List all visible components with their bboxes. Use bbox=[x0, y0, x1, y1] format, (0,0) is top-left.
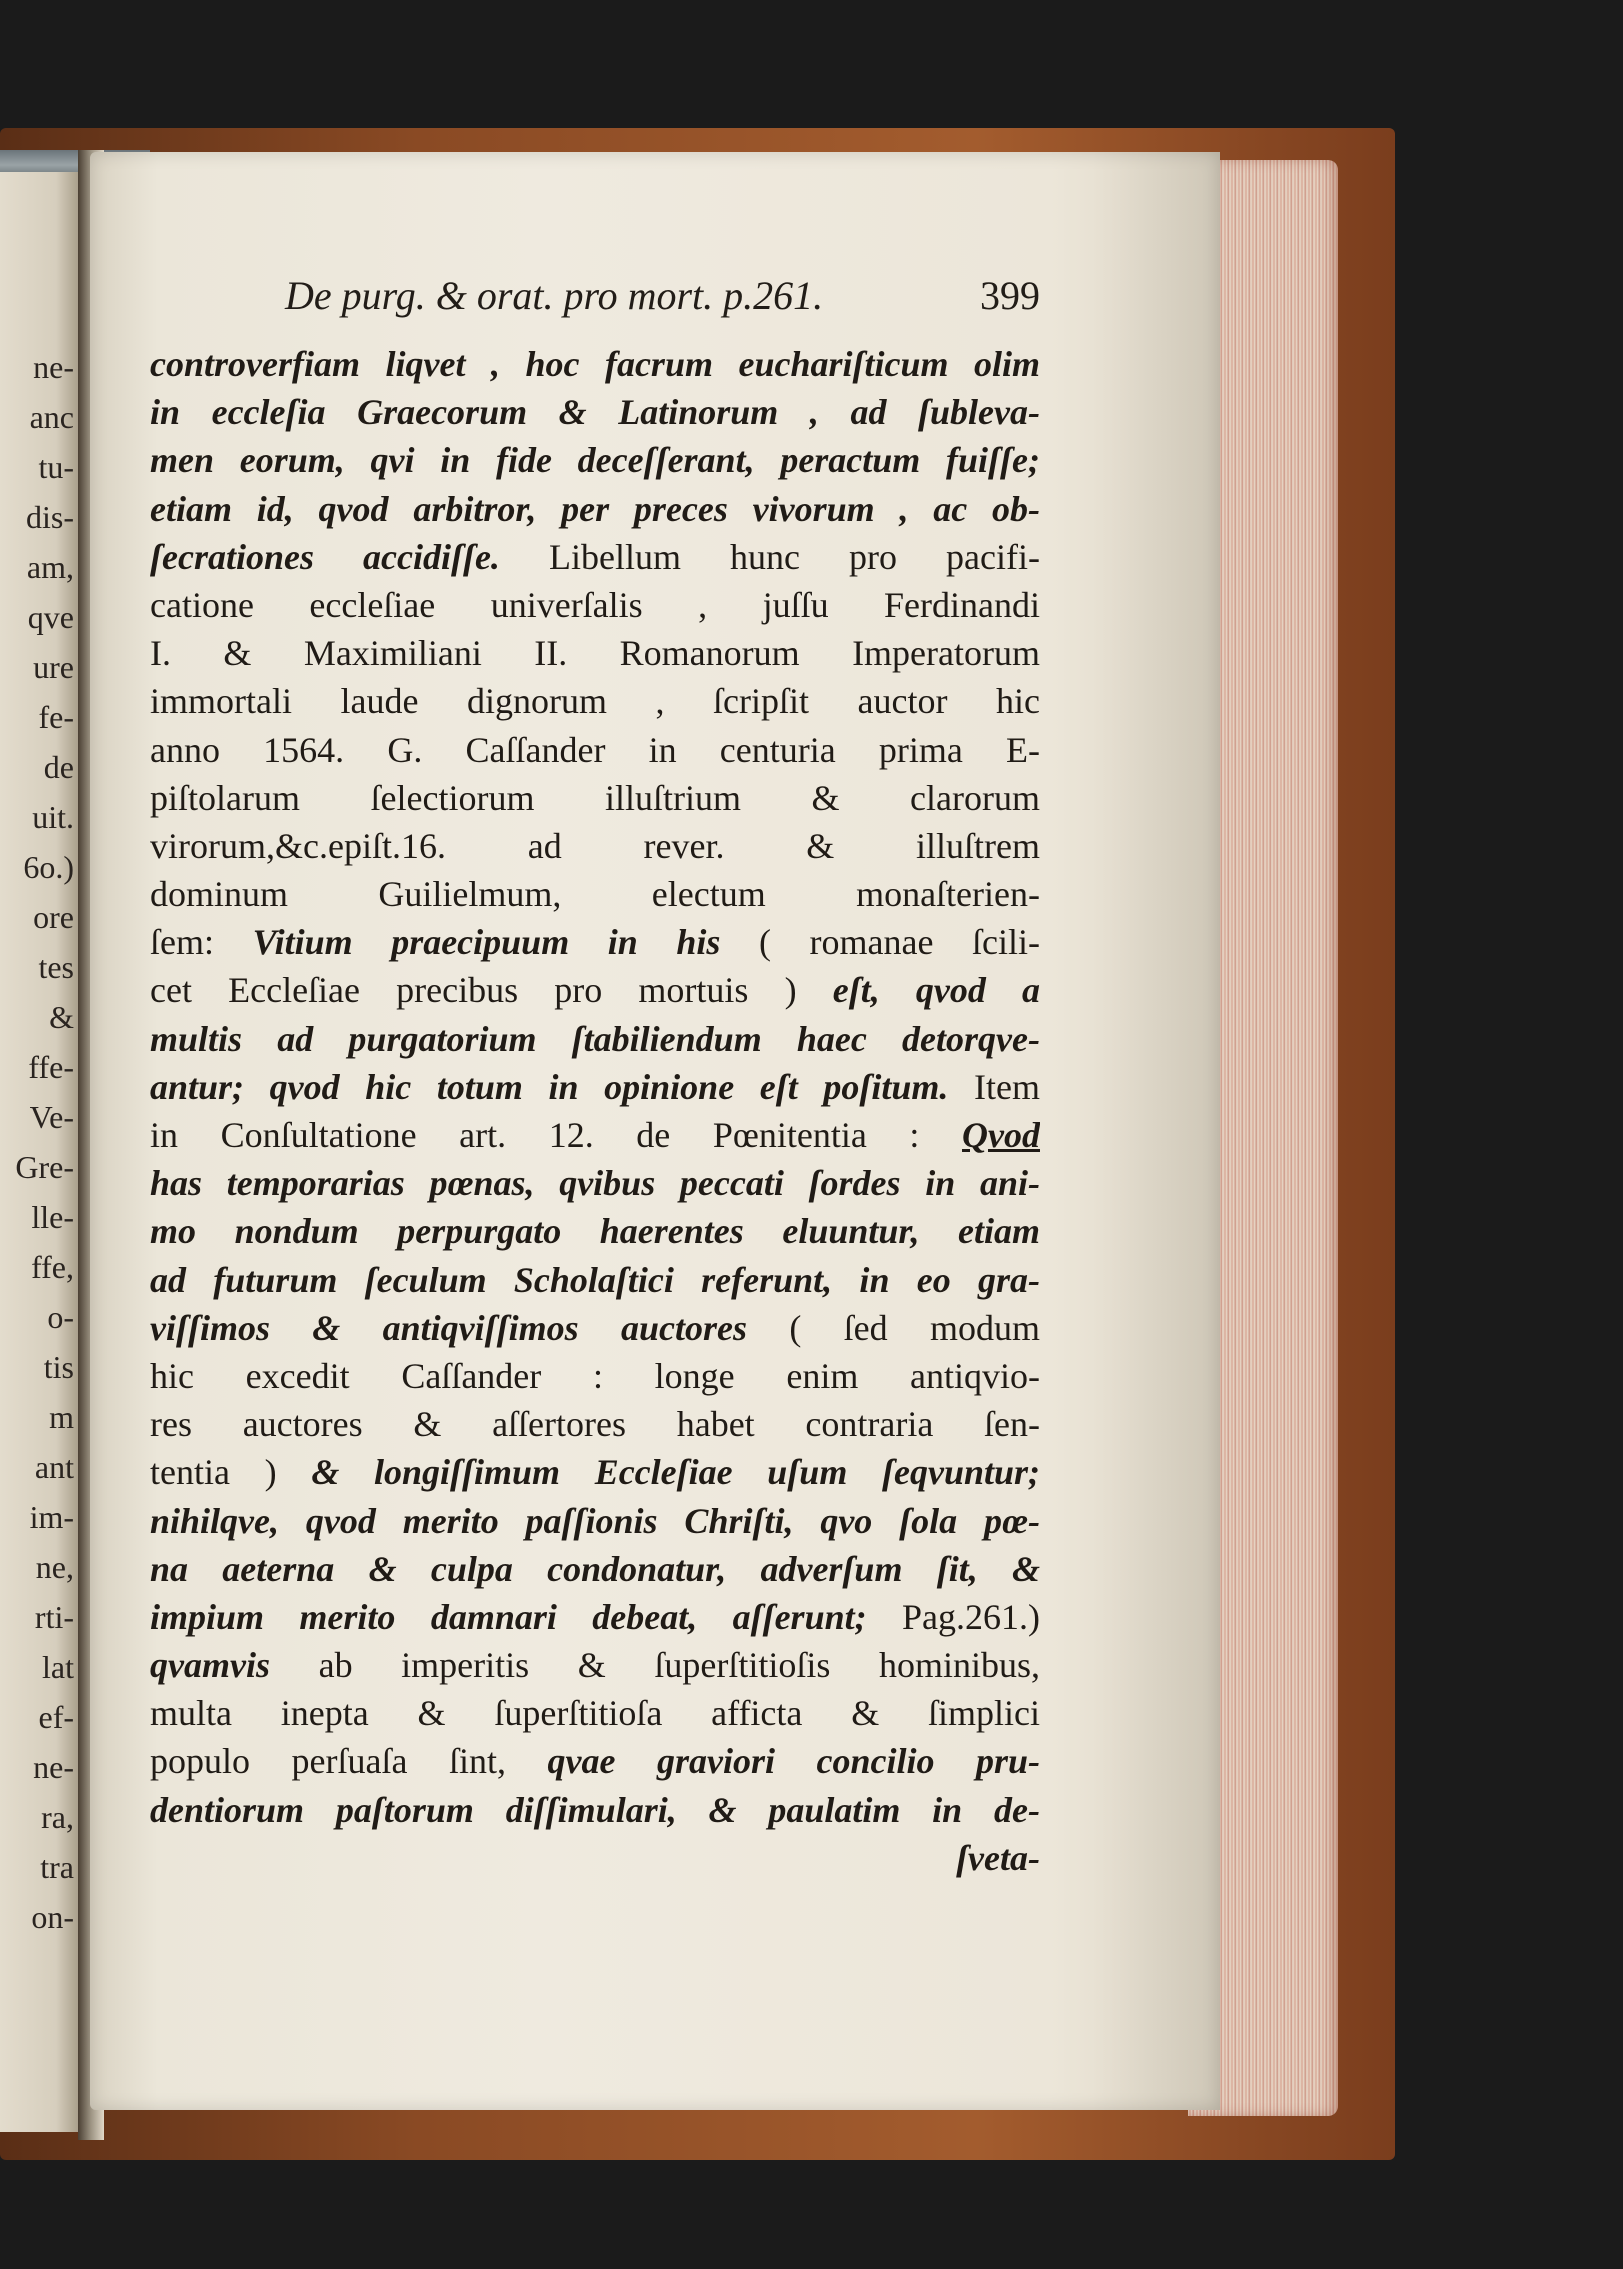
italic-text: impium merito damnari debeat, aſſerunt; bbox=[150, 1596, 867, 1637]
text-line bbox=[150, 485, 1040, 533]
catchword-text: ſveta- bbox=[956, 1837, 1040, 1878]
roman-text: ( romanae ſcili- bbox=[720, 922, 1040, 963]
left-fragment: ne, bbox=[35, 1549, 74, 1585]
left-fragment: im- bbox=[29, 1499, 74, 1535]
text-line bbox=[150, 1304, 1040, 1352]
roman-text: res auctores & aſſertores habet contraria ſen- bbox=[150, 1404, 1040, 1445]
italic-text: qvamvis bbox=[150, 1645, 270, 1686]
text-line bbox=[150, 1593, 1040, 1641]
text-line bbox=[150, 1689, 1040, 1737]
left-fragment: 6o.) bbox=[23, 849, 74, 885]
text-line bbox=[150, 1111, 1040, 1159]
roman-text: ( ſed modum bbox=[747, 1307, 1040, 1348]
left-fragment: ne- bbox=[33, 349, 74, 385]
text-line bbox=[150, 340, 1040, 388]
roman-text: immortali laude dignorum , ſcripſit auctor hic bbox=[150, 681, 1040, 722]
text-line bbox=[150, 966, 1040, 1014]
italic-text: has temporarias pœnas, qvibus peccati ſordes in ani- bbox=[150, 1163, 1040, 1204]
left-fragment: & bbox=[49, 999, 74, 1035]
italic-text: na aeterna & culpa condonatur, adverſum ſit, & bbox=[150, 1548, 1040, 1589]
text-line bbox=[150, 1737, 1040, 1785]
left-fragment: qve bbox=[27, 599, 74, 635]
left-fragment: tu- bbox=[38, 449, 74, 485]
text-line bbox=[150, 822, 1040, 870]
left-fragment: tes bbox=[38, 949, 74, 985]
roman-text: cet Eccleſiae precibus pro mortuis ) bbox=[150, 970, 833, 1011]
italic-text: mo nondum perpurgato haerentes eluuntur, etiam bbox=[150, 1211, 1040, 1252]
left-page bbox=[0, 172, 80, 2132]
left-fragment: lat bbox=[42, 1649, 74, 1685]
italic-text: multis ad purgatorium ſtabiliendum haec detorqve- bbox=[150, 1018, 1040, 1059]
left-fragment: ant bbox=[34, 1449, 74, 1485]
left-fragment: de bbox=[43, 749, 74, 785]
left-fragment: ef- bbox=[38, 1699, 74, 1735]
text-line bbox=[150, 726, 1040, 774]
left-fragment: fe- bbox=[38, 699, 74, 735]
text-line bbox=[150, 870, 1040, 918]
left-fragment: ffe, bbox=[31, 1249, 74, 1285]
text-line bbox=[150, 629, 1040, 677]
roman-text: hic excedit Caſſander : longe enim antiqvio- bbox=[150, 1355, 1040, 1396]
left-fragment: Ve- bbox=[29, 1099, 74, 1135]
text-line bbox=[150, 436, 1040, 484]
text-line bbox=[150, 1256, 1040, 1304]
italic-text: viſſimos & antiqviſſimos auctores bbox=[150, 1307, 747, 1348]
roman-text: ab imperitis & ſuperſtitioſis hominibus, bbox=[269, 1645, 1040, 1686]
left-fragment: m bbox=[49, 1399, 74, 1435]
text-line bbox=[150, 677, 1040, 725]
left-fragment: Gre- bbox=[15, 1149, 74, 1185]
italic-text: antur; qvod hic totum in opinione eſt poſitum. bbox=[150, 1066, 949, 1107]
left-fragment: uit. bbox=[32, 799, 74, 835]
roman-text: ſem: bbox=[150, 922, 253, 963]
italic-text: Qvod bbox=[962, 1115, 1040, 1155]
text-line bbox=[150, 1063, 1040, 1111]
roman-text: catione eccleſiae univerſalis , juſſu Ferdinandi bbox=[150, 584, 1040, 625]
left-fragment: ra, bbox=[41, 1799, 74, 1835]
italic-text: nihilqve, qvod merito paſſionis Chriſti, qvo ſola pœ- bbox=[150, 1500, 1040, 1541]
left-fragment: o- bbox=[47, 1299, 74, 1335]
running-title: De purg. & orat. pro mort. p.261. bbox=[285, 273, 824, 318]
roman-text: multa inepta & ſuperſtitioſa afficta & ſimplici bbox=[150, 1693, 1040, 1734]
text-line bbox=[150, 918, 1040, 966]
left-fragment: tra bbox=[40, 1849, 74, 1885]
left-fragment: ffe- bbox=[28, 1049, 74, 1085]
text-line bbox=[150, 581, 1040, 629]
left-fragment: lle- bbox=[31, 1199, 74, 1235]
roman-text: Libellum hunc pro pacifi- bbox=[499, 536, 1040, 577]
text-line bbox=[150, 1786, 1040, 1834]
roman-text: dominum Guilielmum, electum monaſterien- bbox=[150, 874, 1040, 915]
italic-text: etiam id, qvod arbitror, per preces vivorum , ac ob- bbox=[150, 488, 1040, 529]
italic-text: ſecrationes accidiſſe. bbox=[150, 536, 500, 577]
roman-text: tentia ) bbox=[150, 1452, 312, 1493]
italic-text: dentiorum paſtorum diſſimulari, & paulatim in de- bbox=[150, 1789, 1040, 1830]
roman-text: populo perſuaſa ſint, bbox=[150, 1741, 548, 1782]
italic-text: controverfiam liqvet , hoc facrum euchariſticum olim bbox=[150, 344, 1040, 384]
roman-text: virorum,&c.epiſt.16. ad rever. & illuſtrem bbox=[150, 825, 1040, 866]
text-line bbox=[150, 1448, 1040, 1496]
left-fragment: ne- bbox=[33, 1749, 74, 1785]
text-line bbox=[150, 1497, 1040, 1545]
left-fragment: ure bbox=[33, 649, 74, 685]
text-line bbox=[150, 774, 1040, 822]
text-line bbox=[150, 1545, 1040, 1593]
italic-text: qvae graviori concilio pru- bbox=[547, 1741, 1040, 1782]
page-number: 399 bbox=[980, 273, 1040, 318]
left-fragment: am, bbox=[26, 549, 74, 585]
italic-text: eſt, qvod a bbox=[832, 970, 1040, 1011]
text-line bbox=[150, 533, 1040, 581]
text-line bbox=[150, 1641, 1040, 1689]
roman-text: Pag.261.) bbox=[866, 1596, 1040, 1637]
left-fragment: on- bbox=[31, 1899, 74, 1935]
roman-text: piſtolarum ſelectiorum illuſtrium & clarorum bbox=[150, 777, 1040, 818]
roman-text: anno 1564. G. Caſſander in centuria prima E- bbox=[150, 729, 1040, 770]
main-text bbox=[150, 340, 1040, 1882]
italic-text: ad futurum ſeculum Scholaſtici referunt, in eo gra- bbox=[150, 1259, 1040, 1300]
text-line bbox=[150, 1207, 1040, 1255]
text-line bbox=[150, 1352, 1040, 1400]
left-fragment: rti- bbox=[34, 1599, 74, 1635]
italic-text: men eorum, qvi in fide deceſſerant, peractum fuiſſe; bbox=[150, 440, 1040, 481]
italic-text: Vitium praecipuum in his bbox=[252, 922, 721, 963]
italic-text: in eccleſia Graecorum & Latinorum , ad ſubleva- bbox=[150, 392, 1040, 433]
italic-text: & longiſſimum Eccleſiae uſum ſeqvuntur; bbox=[311, 1452, 1040, 1493]
text-line bbox=[150, 388, 1040, 436]
left-fragment: tis bbox=[43, 1349, 74, 1385]
text-line bbox=[150, 1159, 1040, 1207]
roman-text: Item bbox=[948, 1066, 1040, 1107]
left-fragment: dis- bbox=[26, 499, 74, 535]
left-fragment: ore bbox=[33, 899, 74, 935]
roman-text: I. & Maximiliani II. Romanorum Imperatorum bbox=[150, 633, 1040, 674]
catchword bbox=[150, 1834, 1040, 1882]
roman-text: in Conſultatione art. 12. de Pœnitentia : bbox=[150, 1115, 963, 1155]
left-fragment: anc bbox=[29, 399, 74, 435]
text-line bbox=[150, 1015, 1040, 1063]
text-line bbox=[150, 1400, 1040, 1448]
left-page-line-ends bbox=[15, 342, 74, 1942]
running-head bbox=[150, 272, 1040, 332]
